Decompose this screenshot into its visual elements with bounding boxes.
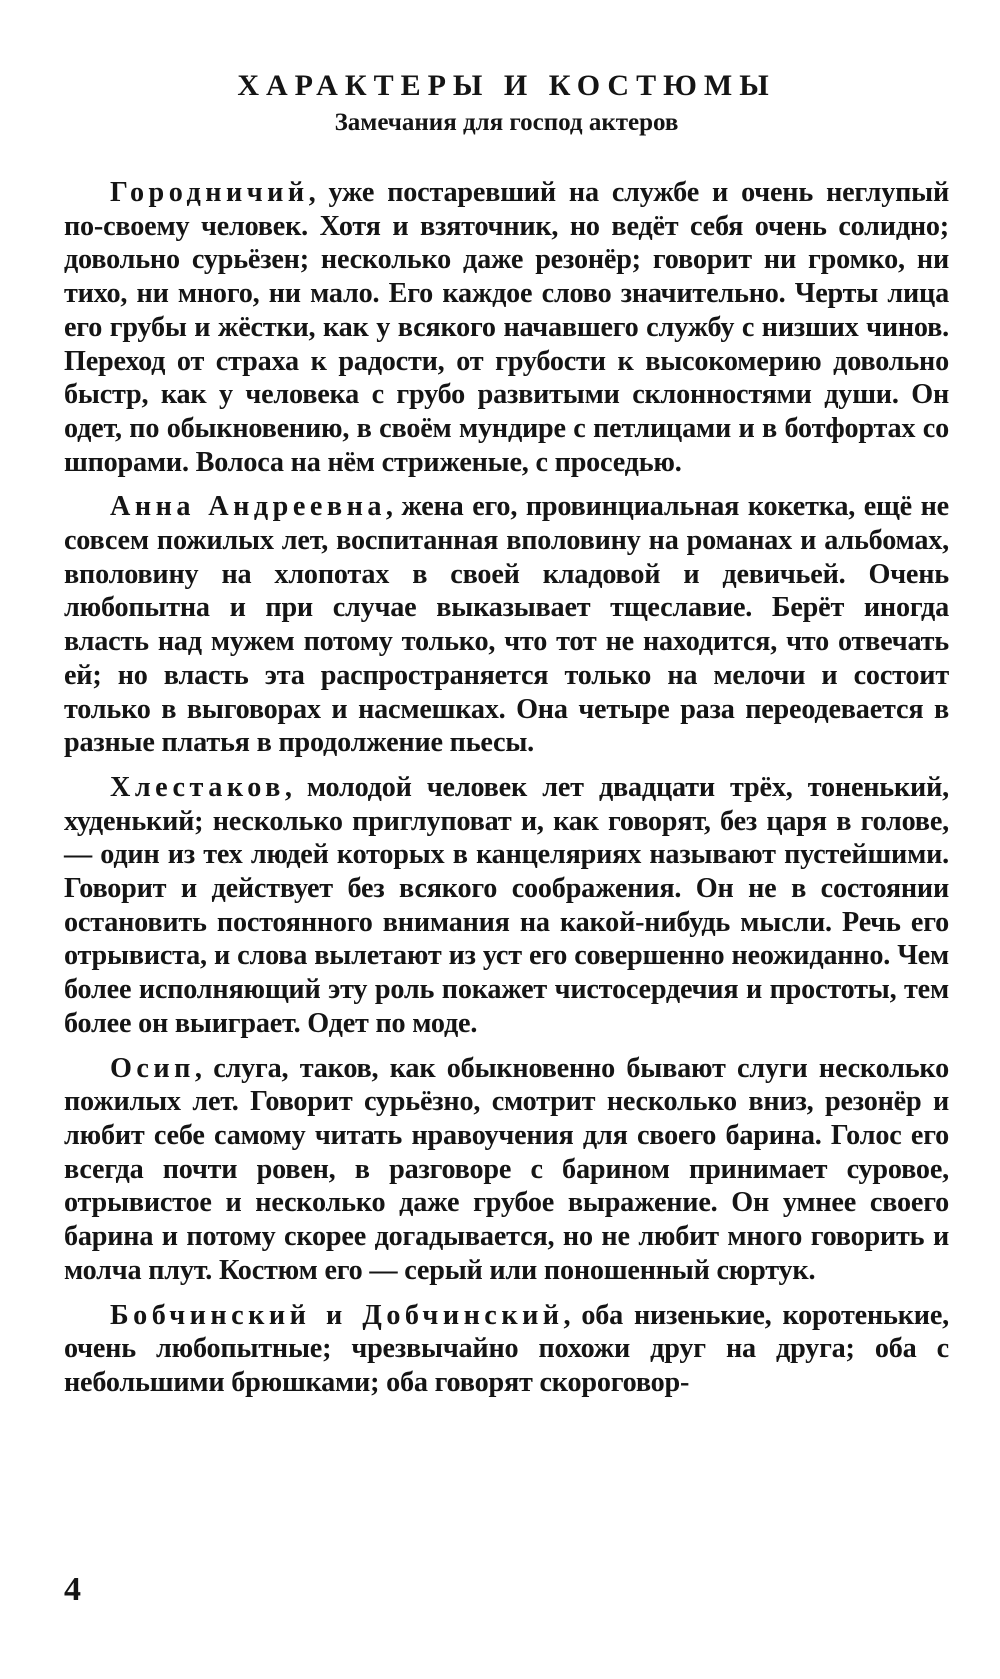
character-name-gorodnichiy: Городничий: [110, 177, 309, 208]
paragraph-text: , слуга, таков, как обыкновенно бывают слуги несколько пожилых лет. Говорит сурьёзно, смотрит несколько вниз, резонёр и любит себе самому читать нравоучения для своего барина. Голос его всегда почти ровен, в разговоре с барином принимает суровое, отрывистое и несколько даже грубое выражение. Он умнее своего барина и потому скорее догадывается, но не любит много говорить и молча плут. Костюм его — серый или поношенный сюртук.: [64, 1052, 949, 1286]
paragraph-khlestakov: [64, 771, 949, 1041]
character-name-bobchinsky-dobchinsky: Бобчинский и Добчинский: [110, 1299, 564, 1331]
paragraph-osip: [64, 1052, 949, 1288]
paragraph-text: , молодой человек лет двадцати трёх, тоненький, худенький; несколько приглуповат и, как говорят, без царя в голове, — один из тех людей которых в канцеляриях называют пустейшими. Говорит и действует без всякого соображения. Он не в состоянии остановить постоянного внимания на какой-нибудь мысли. Речь его отрывиста, и слова вылетают из уст его совершенно неожиданно. Чем более исполняющий эту роль покажет чистосердечия и простоты, тем более он выиграет. Одет по моде.: [64, 771, 949, 1039]
paragraph-anna-andreevna: [64, 490, 949, 760]
book-page: [64, 66, 949, 1411]
page-number: 4: [64, 1571, 81, 1608]
page-title: ХАРАКТЕРЫ И КОСТЮМЫ: [237, 69, 776, 102]
paragraph-bobchinsky-dobchinsky: [64, 1299, 949, 1400]
paragraph-gorodnichiy: [64, 176, 949, 479]
paragraph-text: , оба низенькие, коротенькие, очень любопытные; чрезвычайно похожи друг на друга; оба с небольшими брюшками; оба говорят скороговор-: [64, 1299, 949, 1398]
paragraph-text: , жена его, провинциальная кокетка, ещё не совсем пожилых лет, воспитанная вполовину на романах и альбомах, вполовину на хлопотах в своей кладовой и девичьей. Очень любопытна и при случае выказывает тщеславие. Берёт иногда власть над мужем потому только, что тот не находится, что отвечать ей; но власть эта распространяется только на мелочи и состоит только в выговорах и насмешках. Она четыре раза переодевается в разные платья в продолжение пьесы.: [64, 491, 949, 759]
character-name-anna-andreevna: Анна Андреевна: [110, 491, 386, 523]
paragraph-text: , уже постаревший на службе и очень неглупый по-своему человек. Хотя и взяточник, но ведёт себя очень солидно; довольно сурьёзен; несколько даже резонёр; говорит ни громко, ни тихо, ни много, ни мало. Его каждое слово значительно. Черты лица его грубы и жёстки, как у всякого начавшего службу с низших чинов. Переход от страха к радости, от грубости к высокомерию довольно быстр, как у человека с грубо развитыми склонностями души. Он одет, по обыкновению, в своём мундире с петлицами и в ботфортах со шпорами. Волоса на нём стриженые, с проседью.: [64, 177, 949, 478]
character-name-khlestakov: Хлестаков: [110, 771, 285, 803]
page-subtitle: Замечания для господ актеров: [334, 109, 679, 136]
character-name-osip: Осип: [110, 1052, 195, 1084]
